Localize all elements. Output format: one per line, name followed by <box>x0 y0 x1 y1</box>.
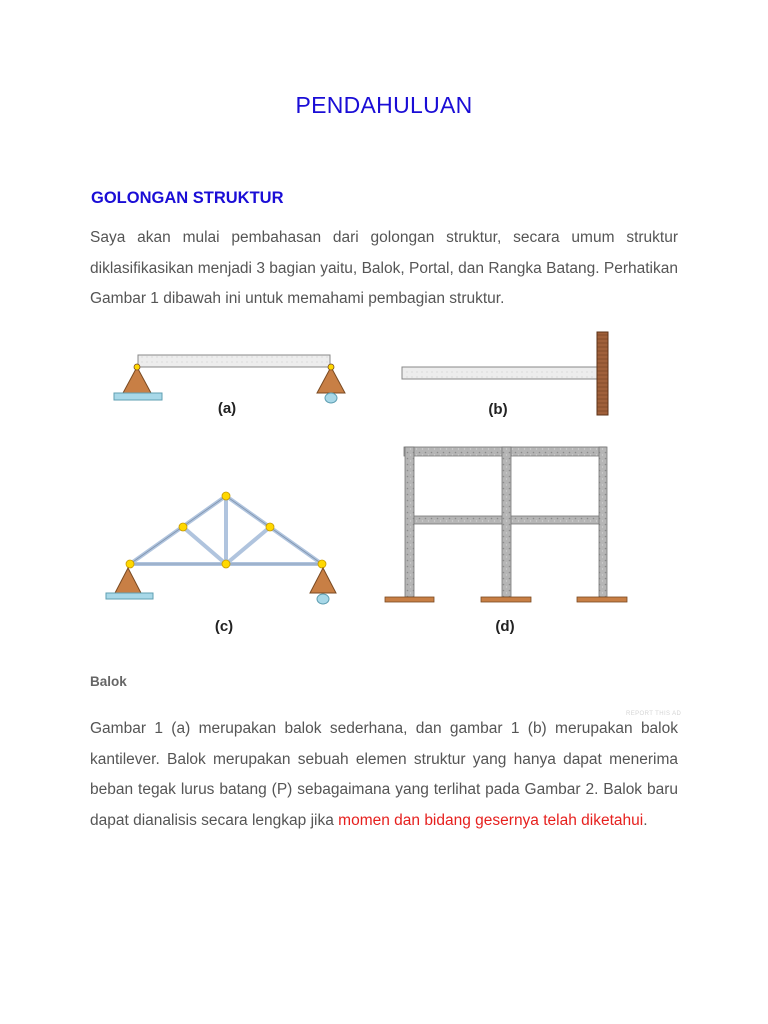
label-d: (d) <box>495 618 515 635</box>
structure-figure <box>100 325 640 637</box>
label-a: (a) <box>217 400 237 417</box>
footing <box>577 597 627 602</box>
truss-members <box>130 496 322 564</box>
pin-support <box>114 364 162 400</box>
truss-pin-support <box>106 568 153 599</box>
footing <box>385 597 434 602</box>
roller-support <box>317 364 345 403</box>
paragraph-end: . <box>643 811 648 829</box>
cantilever-diagram <box>402 332 608 418</box>
truss-diagram <box>106 492 336 635</box>
label-c: (c) <box>214 618 234 635</box>
report-ad-link[interactable]: REPORT THIS AD <box>626 711 682 717</box>
highlighted-text: momen dan bidang gesernya telah diketahui <box>338 811 644 829</box>
balok-paragraph <box>90 714 678 836</box>
portal-frame-diagram <box>385 447 627 635</box>
page-title: PENDAHULUAN <box>295 92 473 118</box>
beam <box>138 355 330 367</box>
subheading-balok: Balok <box>90 674 127 689</box>
section-heading: GOLONGAN STRUKTUR <box>91 189 284 207</box>
truss-roller-support <box>310 568 336 604</box>
fixed-wall <box>597 332 608 415</box>
label-b: (b) <box>488 401 508 418</box>
balok-paragraph-text: Gambar 1 (a) merupakan balok sederhana, dan gambar 1 (b) merupakan balok kantilever. Balok merupakan sebuah elemen struktur yang hanya dapat menerima beban tegak lurus batang (P) sebagaimana yang terlihat pada Gambar 2. Balok baru dapat dianalisis secara lengkap jika <box>90 720 678 829</box>
intro-paragraph: Saya akan mulai pembahasan dari golongan struktur, secara umum struktur diklasifikasikan menjadi 3 bagian yaitu, Balok, Portal, dan Rangka Batang. Perhatikan Gambar 1 dibawah ini untuk memahami pembagian struktur. <box>90 229 678 307</box>
footing <box>481 597 531 602</box>
cantilever-beam <box>402 367 598 379</box>
simple-beam-diagram <box>114 355 345 417</box>
